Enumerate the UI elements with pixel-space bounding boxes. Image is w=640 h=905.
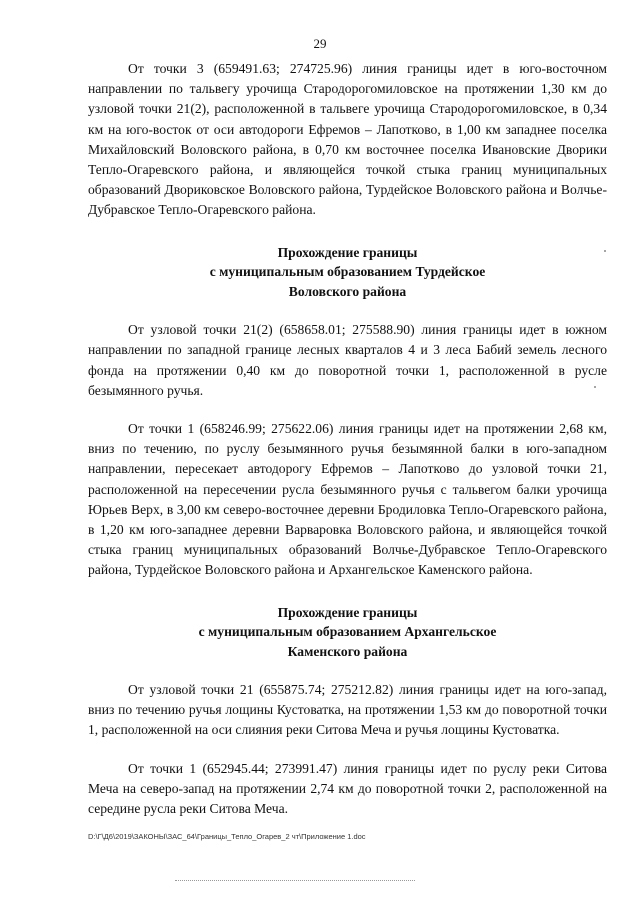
document-body xyxy=(88,59,607,819)
paragraph-node-21: От узловой точки 21 (655875.74; 275212.82) линия границы идет на юго-запад, вниз по течению ручья лощины Кустоватка, на протяжении 1,53 км до поворотной точки 1, расположенной на оси слияния реки Ситова Меча и ручья лощины Кустоватка. xyxy=(88,682,607,738)
heading-line: с муниципальным образованием Турдейское xyxy=(209,264,486,280)
paragraph-point-3: От точки 3 (659491.63; 274725.96) линия границы идет в юго-восточном направлении по тальвегу урочища Стародорогомиловское на протяжении 1,30 км до узловой точки 21(2), расположенной в тальвеге урочища Стародорогомиловское, в 0,34 км на юго-восток от оси автодороги Ефремов – Лапотково, в 1,00 км западнее поселка Михайловский Воловского района, в 0,70 км восточнее поселка Ивановские Дворики Тепло-Огаревского района, и являющейся точкой стыка границ муниципальных образований Двориковское Воловского района, Турдейское Воловского района и Волчье-Дубравское Тепло-Огаревского района. xyxy=(88,61,607,218)
paragraph-node-21-2: От узловой точки 21(2) (658658.01; 275588.90) линия границы идет в южном направлении по западной границе лесных кварталов 4 и 3 леса Бабий земель лесного фонда на протяжении 0,40 км до поворотной точки 1, расположенной в русле безымянного ручья. xyxy=(88,322,607,398)
heading-line: с муниципальным образованием Архангельское xyxy=(198,624,497,640)
paragraph-point-1: От точки 1 (658246.99; 275622.06) линия границы идет на протяжении 2,68 км, вниз по течению, по руслу безымянного ручья безымянной балки в юго-западном направлении, пересекает автодорогу Ефремов – Лапотково до узловой точки 21, расположенной на пересечении русла безымянного ручья с тальвегом балки урочища Юрьев Верх, в 3,00 км северо-восточнее деревни Бродиловка Тепло-Огаревского района, в 1,20 км юго-западнее деревни Варваровка Воловского района, и являющейся точкой стыка границ муниципальных образований Волчье-Дубравское Тепло-Огаревского района, Турдейское Воловского района и Архангельское Каменского района. xyxy=(88,420,607,578)
scan-speck xyxy=(604,250,606,252)
heading-line: Прохождение границы xyxy=(277,244,418,260)
footer-file-path: D:\Г\Д6\2019\ЗАКОНЫ\ЗАС_64\Границы_Тепло_Огарев_2 чт\Приложение 1.doc xyxy=(88,832,366,841)
heading-line: Прохождение границы xyxy=(277,604,418,620)
heading-line: Каменского района xyxy=(287,643,408,659)
heading-line: Воловского района xyxy=(288,283,407,299)
scan-artifact-line xyxy=(175,880,415,882)
paragraph-point-1-sitova: От точки 1 (652945.44; 273991.47) линия границы идет по руслу реки Ситова Меча на северо-запад на протяжении 2,74 км до поворотной точки 2, расположенной на середине русла реки Ситова Меча. xyxy=(88,760,607,817)
section-heading-arkhangelskoe xyxy=(88,603,607,662)
page-number: 29 xyxy=(313,36,327,51)
scan-speck xyxy=(594,386,596,388)
section-heading-turdeyskoe xyxy=(88,243,607,302)
